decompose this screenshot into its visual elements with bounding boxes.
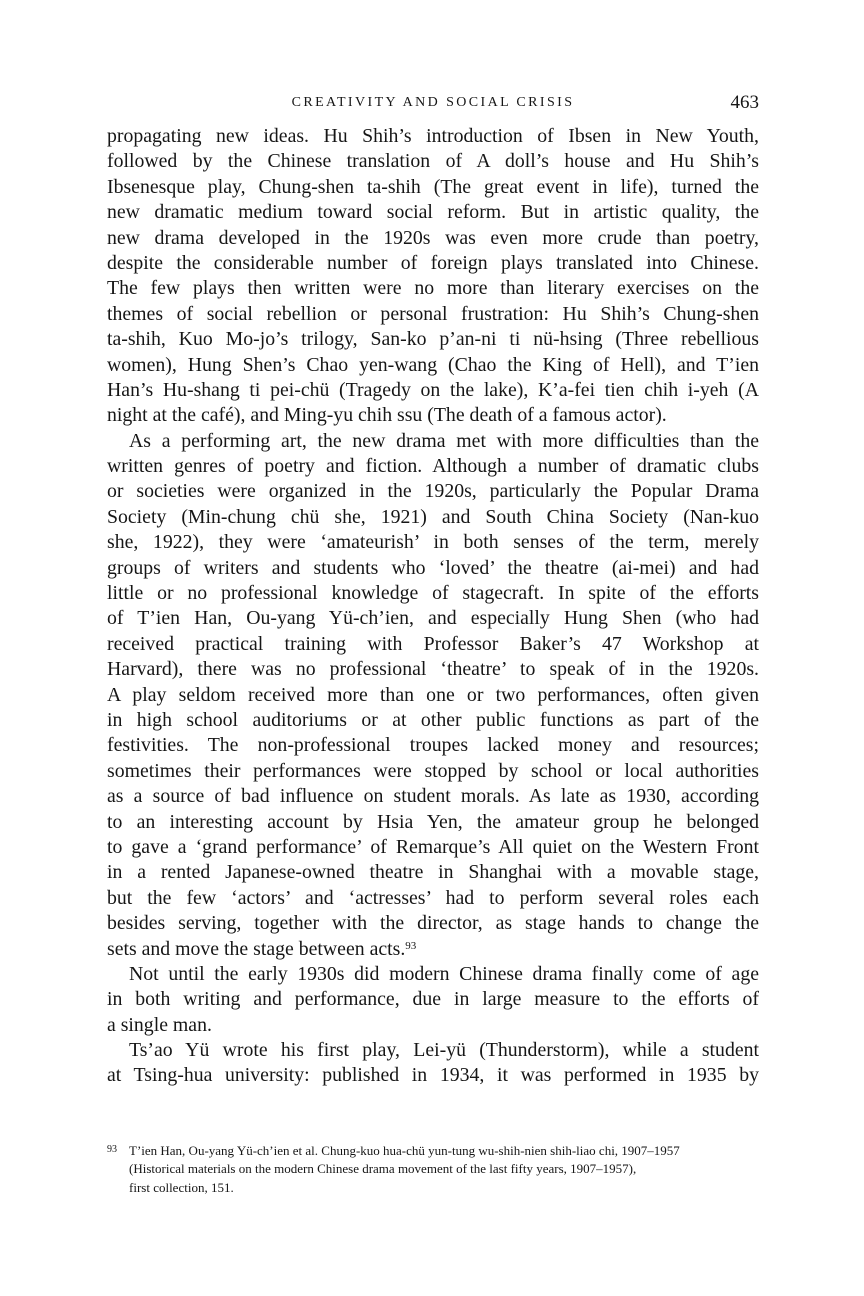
text-line: of T’ien Han, Ou-yang Yü-ch’ien, and especially Hung Shen (who had xyxy=(107,607,759,630)
text-line: but the few ‘actors’ and ‘actresses’ had to perform several roles each xyxy=(107,886,759,909)
text-line: festivities. The non-professional troupes lacked money and resources; xyxy=(107,734,759,757)
page-number: 463 xyxy=(730,92,759,113)
text-line: followed by the Chinese translation of A doll’s house and Hu Shih’s xyxy=(107,150,759,173)
text-line: in high school auditoriums or at other public functions as part of the xyxy=(107,708,759,731)
text-line: at Tsing-hua university: published in 1934, it was performed in 1935 by xyxy=(107,1064,759,1087)
paragraph-start-line: Ts’ao Yü wrote his first play, Lei-yü (Thunderstorm), while a student xyxy=(129,1039,759,1062)
footnote-line xyxy=(107,1140,759,1159)
text-line-with-footnote xyxy=(107,937,759,962)
text-line: she, 1922), they were ‘amateurish’ in both senses of the term, merely xyxy=(107,531,759,554)
text-line: to an interesting account by Hsia Yen, the amateur group he belonged xyxy=(107,810,759,833)
text-line: written genres of poetry and fiction. Although a number of dramatic clubs xyxy=(107,455,759,478)
text-line: in both writing and performance, due in large measure to the efforts of xyxy=(107,988,759,1011)
text-line: ta-shih, Kuo Mo-jo’s trilogy, San-ko p’an-ni ti nü-hsing (Three rebellious xyxy=(107,328,759,351)
text-line: night at the café), and Ming-yu chih ssu (The death of a famous actor). xyxy=(107,404,667,427)
footnote xyxy=(107,1140,759,1197)
text-line: as a source of bad influence on student morals. As late as 1930, according xyxy=(107,785,759,808)
text-line: to gave a ‘grand performance’ of Remarque’s All quiet on the Western Front xyxy=(107,835,759,858)
text-line: despite the considerable number of foreign plays translated into Chinese. xyxy=(107,251,759,274)
footnote-text: T’ien Han, Ou-yang Yü-ch’ien et al. Chung-kuo hua-chü yun-tung wu-shih-nien shih-liao chi, 1907–1957 xyxy=(129,1143,680,1158)
text-line: Harvard), there was no professional ‘theatre’ to speak of in the 1920s. xyxy=(107,658,759,681)
text-line: Han’s Hu-shang ti pei-chü (Tragedy on the lake), K’a-fei tien chih i-yeh (A xyxy=(107,378,759,401)
footnote-line: first collection, 151. xyxy=(129,1180,234,1195)
text-line: in a rented Japanese-owned theatre in Shanghai with a movable stage, xyxy=(107,861,759,884)
text-line: received practical training with Professor Baker’s 47 Workshop at xyxy=(107,632,759,655)
text-line: women), Hung Shen’s Chao yen-wang (Chao the King of Hell), and T’ien xyxy=(107,353,759,376)
footnote-line: (Historical materials on the modern Chinese drama movement of the last fifty years, 1907–1957), xyxy=(129,1161,637,1176)
text-line: The few plays then written were no more than literary exercises on the xyxy=(107,277,759,300)
text-line-content: sets and move the stage between acts. xyxy=(107,937,406,960)
main-text xyxy=(107,124,759,1089)
running-title: CREATIVITY AND SOCIAL CRISIS xyxy=(291,95,575,110)
footnote-reference: 93 xyxy=(405,939,417,952)
running-head xyxy=(107,92,759,116)
text-line: besides serving, together with the director, as stage hands to change the xyxy=(107,912,759,935)
footnote-mark: 93 xyxy=(107,1144,117,1155)
text-line: Society (Min-chung chü she, 1921) and South China Society (Nan-kuo xyxy=(107,505,759,528)
paragraph-start-line: As a performing art, the new drama met with more difficulties than the xyxy=(129,429,759,452)
text-line: themes of social rebellion or personal frustration: Hu Shih’s Chung-shen xyxy=(107,302,759,325)
paragraph-start-line: Not until the early 1930s did modern Chinese drama finally come of age xyxy=(129,962,759,985)
text-line: or societies were organized in the 1920s, particularly the Popular Drama xyxy=(107,480,759,503)
text-line: Ibsenesque play, Chung-shen ta-shih (The great event in life), turned the xyxy=(107,175,759,198)
text-line: little or no professional knowledge of stagecraft. In spite of the efforts xyxy=(107,582,759,605)
text-line: sometimes their performances were stopped by school or local authorities xyxy=(107,759,759,782)
text-line: groups of writers and students who ‘loved’ the theatre (ai-mei) and had xyxy=(107,556,759,579)
text-line: new drama developed in the 1920s was even more crude than poetry, xyxy=(107,226,759,249)
text-line: new dramatic medium toward social reform. But in artistic quality, the xyxy=(107,201,759,224)
text-line: a single man. xyxy=(107,1013,212,1036)
text-line: propagating new ideas. Hu Shih’s introduction of Ibsen in New Youth, xyxy=(107,125,759,147)
text-line: A play seldom received more than one or two performances, often given xyxy=(107,683,759,706)
